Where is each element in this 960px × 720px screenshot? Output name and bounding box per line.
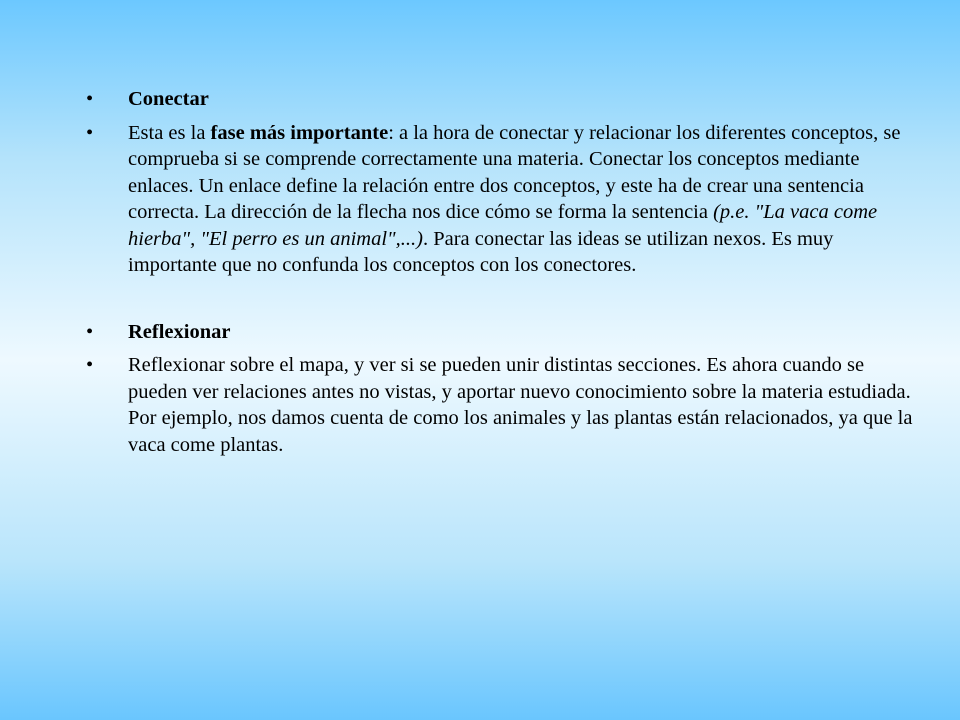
example-italic: (p.e. "La vaca come hierba", "El perro es un animal",...) [128, 201, 878, 250]
heading-reflexionar: Reflexionar [128, 320, 231, 343]
bullet-marker: • [86, 88, 94, 110]
body-text-part2: : a la hora de conectar y relacionar los diferentes conceptos, se comprueba si se comprende correctamente una materia. Conectar los conceptos mediante enlaces. Un enlace define la relación entre dos conceptos, y este ha de crear una sentencia correcta. La dirección de la flecha nos dice cómo se forma la sentencia [128, 121, 901, 223]
body-text-reflexionar: Reflexionar sobre el mapa, y ver si se pueden unir distintas secciones. Es ahora cuando se pueden ver relaciones antes no vistas, y aportar nuevo conocimiento sobre la materia estudiada. Por ejemplo, nos damos cuenta de como los animales y las plantas están relacionados, ya que la vaca come plantas. [128, 354, 913, 456]
bullet-conectar-body [86, 120, 916, 279]
body-text-part1: Esta es la [128, 121, 211, 144]
bullet-marker: • [86, 354, 94, 376]
heading-conectar: Conectar [128, 88, 209, 110]
bullet-marker: • [86, 121, 94, 144]
emphasis-fase-importante: fase más importante [210, 121, 389, 144]
bullet-conectar-heading [86, 86, 916, 113]
body-text-part3: . Para conectar las ideas se utilizan nexos. Es muy importante que no confunda los conceptos con los conectores. [128, 227, 834, 276]
slide-content [86, 86, 916, 465]
bullet-list [86, 86, 916, 458]
bullet-reflexionar-body [86, 352, 916, 458]
bullet-reflexionar-heading [86, 319, 916, 346]
bullet-marker: • [86, 320, 94, 343]
